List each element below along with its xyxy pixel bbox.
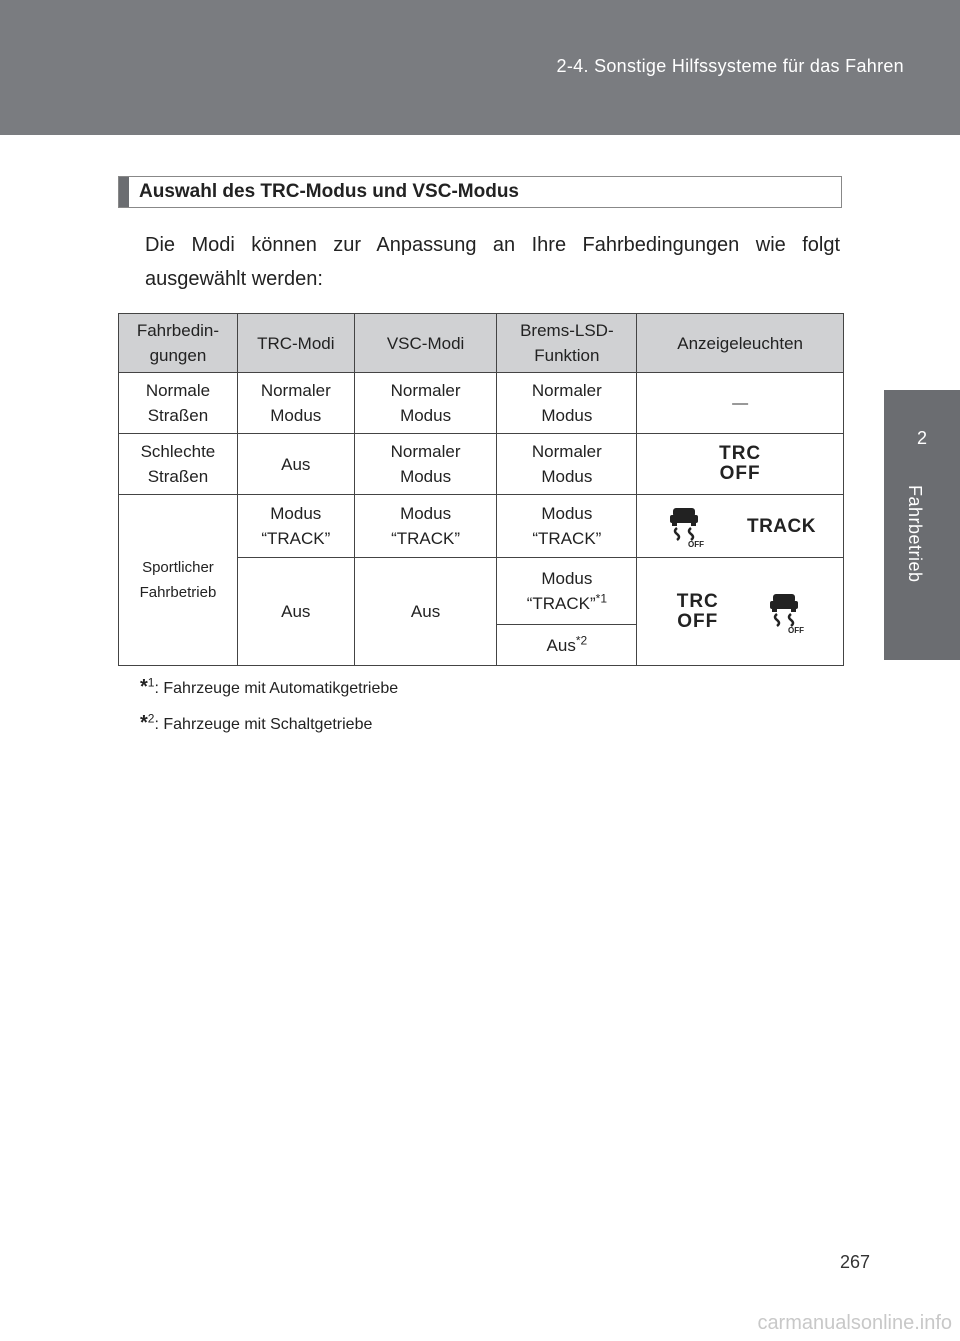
footnote-mark: *1 <box>595 591 607 606</box>
chapter-label: Fahrbetrieb <box>905 485 925 583</box>
cell-indicator <box>637 434 844 495</box>
watermark: carmanualsonline.info <box>757 1312 952 1334</box>
cell-indicator <box>637 558 844 666</box>
cell-trc: Normaler Modus <box>237 373 354 434</box>
cell-lsd: Modus “TRACK”$^{*1}$ <box>497 558 637 625</box>
section-marker <box>119 177 129 207</box>
cell-vsc: Modus “TRACK” <box>354 495 497 558</box>
header-indicators: Anzeigeleuchten <box>637 314 844 373</box>
cell-condition: Normale Straßen <box>119 373 238 434</box>
header-trc: TRC-Modi <box>237 314 354 373</box>
cell-lsd: Aus$^{*2}$ <box>497 625 637 666</box>
section-heading <box>118 176 842 208</box>
vsc-off-icon <box>664 504 704 548</box>
cell-vsc: Aus <box>354 558 497 666</box>
cell-trc: Modus “TRACK” <box>237 495 354 558</box>
page-number: 267 <box>840 1252 871 1272</box>
vsc-off-icon <box>764 590 804 634</box>
cell-lsd: Normaler Modus <box>497 434 637 495</box>
cell-trc: Aus <box>237 434 354 495</box>
table-header-row <box>119 314 844 373</box>
table-row <box>119 373 844 434</box>
header-conditions: Fahrbedin- gungen <box>119 314 238 373</box>
cell-lsd: Modus “TRACK” <box>497 495 637 558</box>
trc-off-icon: TRC OFF <box>719 443 762 484</box>
chapter-number: 2 <box>916 428 927 448</box>
footnote-mark: *2 <box>575 632 588 647</box>
cell-indicator <box>637 495 844 558</box>
svg-text:OFF: OFF <box>688 540 705 548</box>
trc-off-icon: TRC OFF <box>676 590 719 632</box>
cell-indicator: — <box>637 373 844 434</box>
cell-trc: Aus <box>237 558 354 666</box>
footnote-2: *$^2$: Fahrzeuge mit Schaltgetriebe <box>140 711 373 734</box>
header-lsd: Brems-LSD- Funktion <box>497 314 637 373</box>
table-row <box>119 495 844 558</box>
svg-text:OFF: OFF <box>787 625 804 634</box>
mode-table <box>118 313 844 666</box>
footnote-1: *$^1$: Fahrzeuge mit Automatikgetriebe <box>140 675 399 698</box>
track-icon: TRACK <box>746 515 816 537</box>
cell-lsd: Normaler Modus <box>497 373 637 434</box>
chapter-side-tab <box>884 390 960 660</box>
table-row <box>119 434 844 495</box>
cell-condition: Sportlicher Fahrbetrieb <box>119 495 238 666</box>
page-header <box>0 0 960 135</box>
cell-condition: Schlechte Straßen <box>119 434 238 495</box>
header-vsc: VSC-Modi <box>354 314 497 373</box>
section-title: Auswahl des TRC-Modus und VSC-Modus <box>139 181 519 202</box>
intro-paragraph: Die Modi können zur Anpassung an Ihre Fahrbedingungen wie folgt ausgewählt werden: <box>145 234 840 290</box>
cell-vsc: Normaler Modus <box>354 434 497 495</box>
cell-vsc: Normaler Modus <box>354 373 497 434</box>
chapter-title: 2-4. Sonstige Hilfssysteme für das Fahren <box>556 56 904 76</box>
